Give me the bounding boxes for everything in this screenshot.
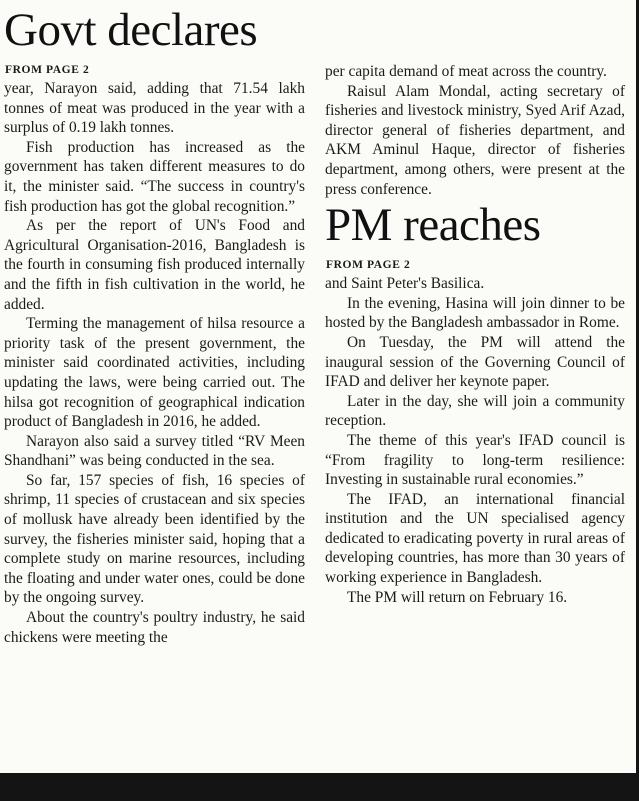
left-column	[4, 0, 305, 647]
paragraph: About the country's poultry industry, he said chickens were meeting the	[4, 609, 305, 646]
paragraph: and Saint Peter's Basilica.	[325, 275, 485, 293]
from-page-label: FROM PAGE 2	[326, 259, 411, 272]
paragraph: The IFAD, an international financial institution and the UN specialised agency dedicated to eradicating poverty in rural areas of developing countries, has more than 30 years of working experience in Bangladesh.	[325, 490, 625, 587]
paragraph: Raisul Alam Mondal, acting secretary of fisheries and livestock ministry, Syed Arif Azad, director general of fisheries department, and AKM Aminul Haque, director of fisheries department, among others, were present at the press conference.	[325, 82, 625, 198]
paragraph: Narayon also said a survey titled “RV Meen Shandhani” was being conducted in the sea.	[4, 432, 305, 470]
headline-pm-reaches: PM reaches	[325, 199, 541, 252]
paragraph: The PM will return on February 16.	[347, 588, 568, 606]
paragraph: In the evening, Hasina will join dinner to be hosted by the Bangladesh ambassador in Rome.	[325, 294, 625, 332]
bottom-edge-border	[0, 773, 639, 801]
paragraph: year, Narayon said, adding that 71.54 lakh tonnes of meat was produced in the year with a surplus of 0.19 lakh tonnes.	[4, 80, 305, 137]
paragraph: Terming the management of hilsa resource a priority task of the present government, the minister said coordinated activities, including updating the laws, were being carried out. The hilsa got recognition of geographical indication product of Bangladesh in 2016, he added.	[4, 315, 305, 431]
paragraph: The theme of this year's IFAD council is “From fragility to long-term resilience: Investing in sustainable rural economies.”	[325, 431, 625, 489]
paragraph: Later in the day, she will join a community reception.	[325, 392, 625, 430]
from-page-label: FROM PAGE 2	[5, 64, 90, 76]
paragraph: per capita demand of meat across the country.	[325, 63, 607, 80]
paragraph: Fish production has increased as the government has taken different measures to do it, the minister said. “The success in country's fish production has got the global recognition.”	[4, 138, 305, 215]
right-column	[325, 0, 625, 607]
paragraph: As per the report of UN's Food and Agricultural Organisation-2016, Bangladesh is the fourth in consuming fish produced internally and the fifth in fish cultivation in the world, he added.	[4, 217, 305, 313]
headline-govt-declares: Govt declares	[4, 4, 258, 56]
continued-text	[325, 62, 625, 199]
paragraph: On Tuesday, the PM will attend the inaugural session of the Governing Council of IFAD and deliver her keynote paper.	[325, 333, 625, 391]
paragraph: So far, 157 species of fish, 16 species of shrimp, 11 species of crustacean and six species of mollusk have already been identified by the survey, the fisheries minister said, hoping that a complete study on marine resources, including the floating and under water ones, could be done by the ongoing survey.	[4, 471, 305, 607]
